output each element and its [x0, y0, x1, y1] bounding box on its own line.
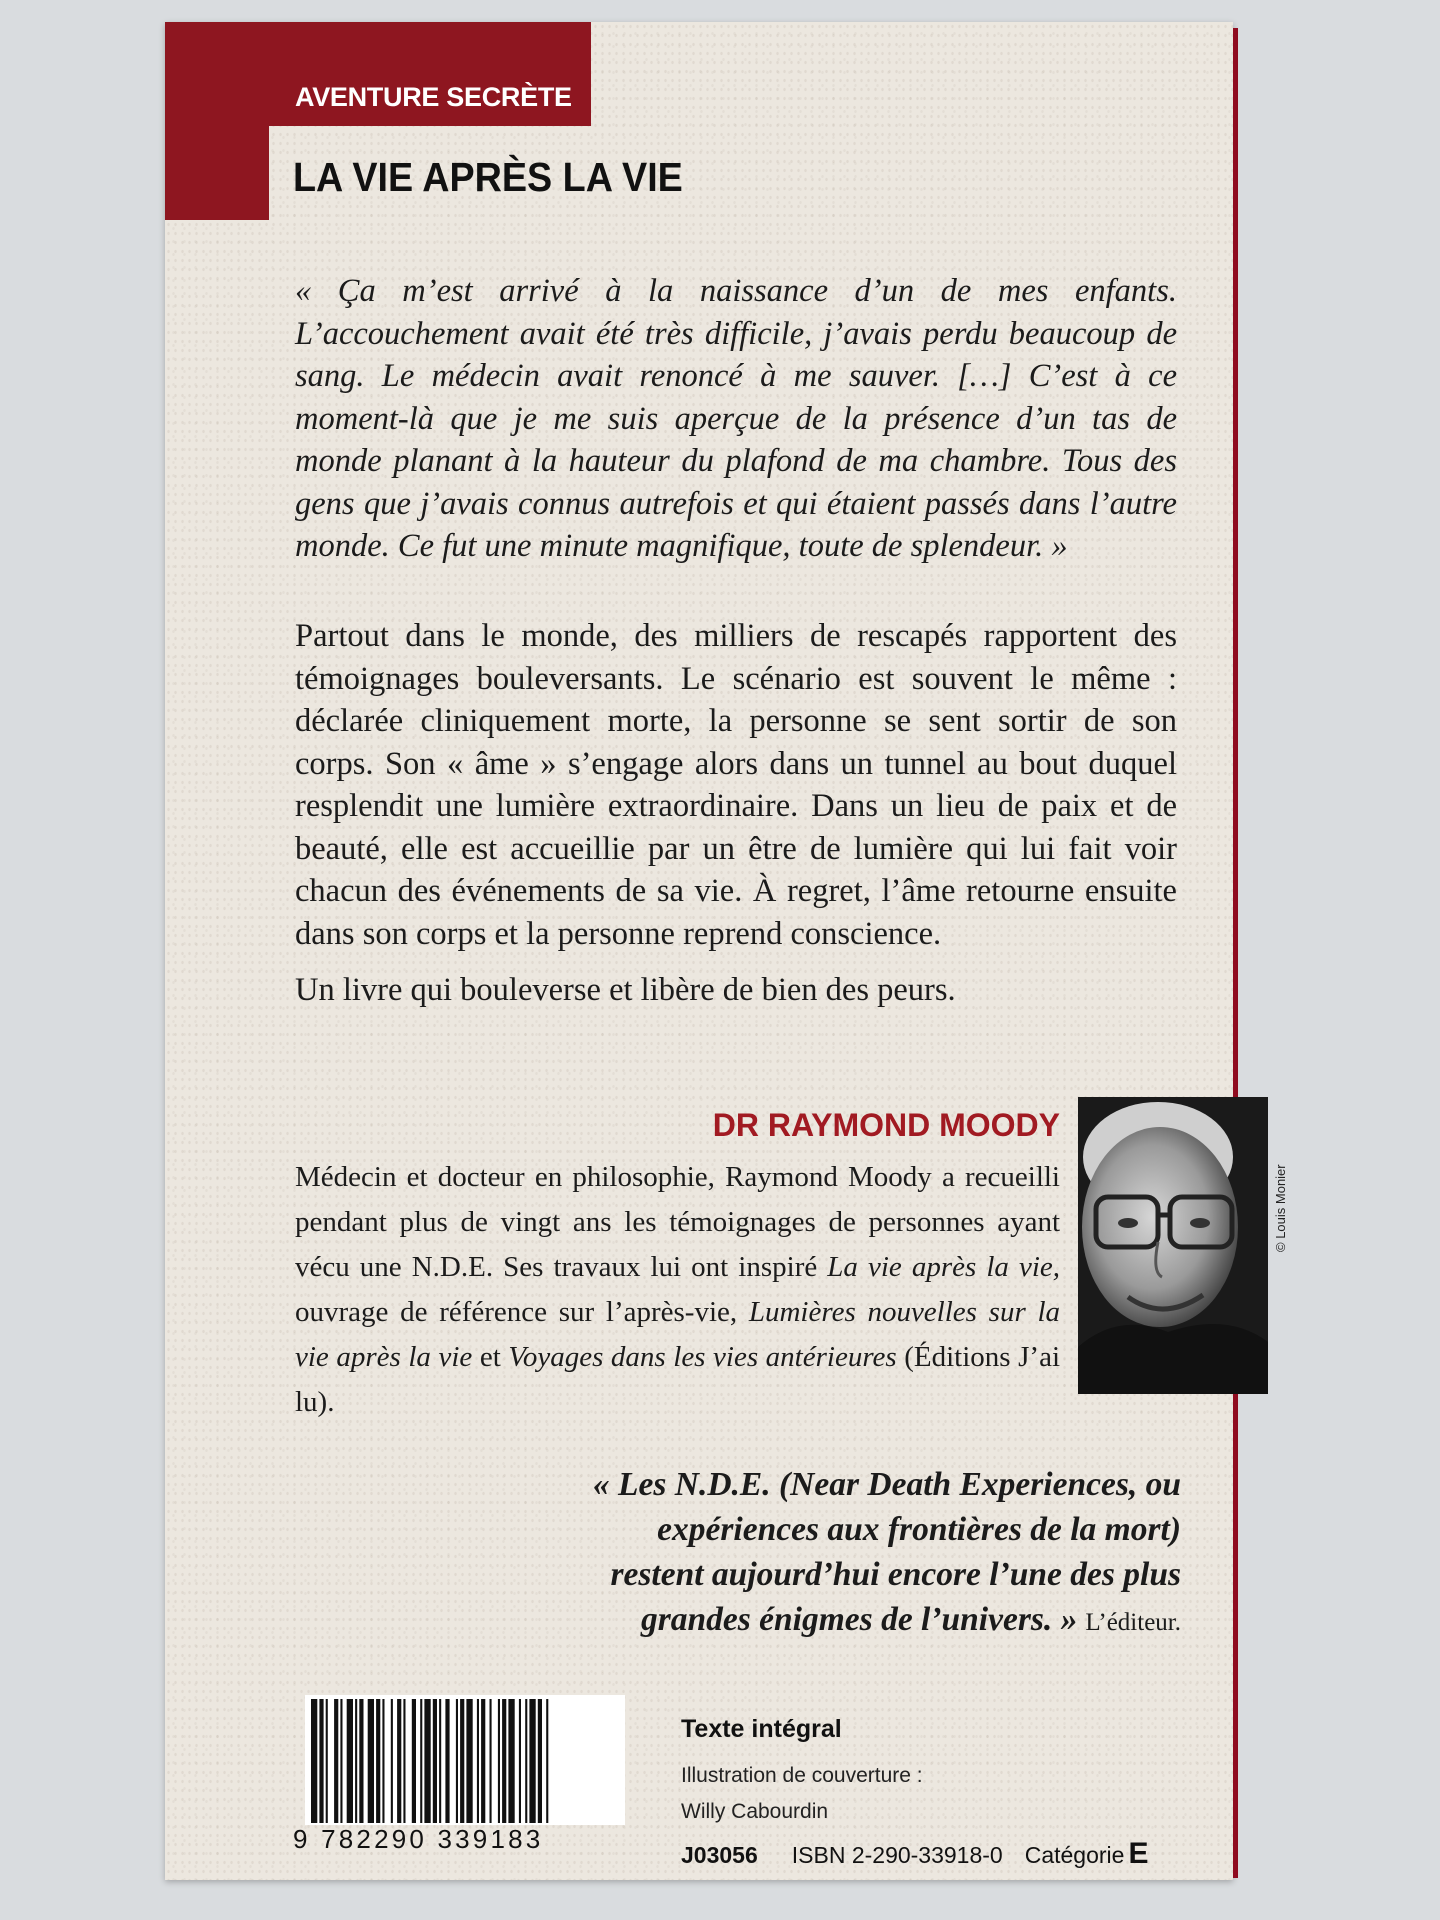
book-reference: La vie après la vie, — [827, 1251, 1060, 1283]
category-value: E — [1128, 1837, 1149, 1870]
barcode-bar — [397, 1699, 401, 1823]
publisher-quote-line: « Les N.D.E. (Near Death Experiences, ou — [592, 1466, 1181, 1503]
book-back-cover — [165, 22, 1288, 1880]
barcode-bar — [359, 1699, 363, 1823]
barcode-bar — [368, 1699, 374, 1823]
barcode-bars — [305, 1695, 625, 1825]
edition-label: Texte intégral — [681, 1715, 842, 1743]
barcode-bar — [420, 1699, 422, 1823]
barcode-bar — [412, 1699, 416, 1823]
category-label: Catégorie — [1024, 1842, 1125, 1868]
barcode-bar — [382, 1699, 384, 1823]
illustrator-name: Willy Cabourdin — [681, 1800, 829, 1823]
barcode-bar — [466, 1699, 472, 1823]
barcode-bar — [391, 1699, 393, 1823]
barcode-bar — [502, 1699, 506, 1823]
author-portrait — [1078, 1097, 1268, 1394]
illustration-label: Illustration de couverture : — [681, 1764, 923, 1787]
publication-info — [681, 1837, 1148, 1871]
author-bio-text: Médecin et docteur en philosophie, Raymond Moody a recueilli pendant plus de vingt ans les témoignages de personnes ayant vécu une N.D.E. Ses travaux lui ont inspiré — [295, 1161, 1060, 1283]
photo-credit: © Louis Monier — [1273, 1164, 1288, 1252]
barcode-bar — [424, 1699, 430, 1823]
reference-code: J03056 — [681, 1842, 758, 1868]
barcode-bar — [508, 1699, 514, 1823]
author-bio — [295, 1155, 1060, 1425]
description — [295, 615, 1177, 1026]
barcode-bar — [340, 1699, 342, 1823]
barcode-bar — [376, 1699, 380, 1823]
barcode-bar — [525, 1699, 527, 1823]
barcode-bar — [433, 1699, 437, 1823]
barcode-bar — [347, 1699, 353, 1823]
barcode-bar — [355, 1699, 357, 1823]
barcode-bar — [319, 1699, 323, 1823]
book-reference: Lumières nouvelles sur la vie après la vie — [295, 1296, 1061, 1373]
author-name: DR RAYMOND MOODY — [712, 1107, 1060, 1143]
barcode-bar — [326, 1699, 328, 1823]
publisher-quote-line: grandes énigmes de l’univers. » — [640, 1601, 1078, 1638]
author-bio-text: (Éditions J’ai lu). — [295, 1341, 1061, 1418]
barcode-bar — [439, 1699, 441, 1823]
publisher-quote-line: expériences aux frontières de la mort) — [657, 1511, 1181, 1548]
publisher-quote-line: restent aujourd’hui encore l’une des plus — [610, 1556, 1181, 1593]
barcode-bar — [546, 1699, 548, 1823]
barcode-bar — [445, 1699, 449, 1823]
collection-label: AVENTURE SECRÈTE — [295, 82, 572, 112]
barcode-bar — [498, 1699, 500, 1823]
barcode — [305, 1695, 625, 1825]
barcode-bar — [519, 1699, 521, 1823]
barcode-bar — [481, 1699, 485, 1823]
collection-banner-tab — [165, 126, 269, 220]
barcode-bar — [538, 1699, 542, 1823]
barcode-bar — [456, 1699, 458, 1823]
author-portrait-illustration — [1078, 1097, 1268, 1394]
isbn: ISBN 2-290-33918-0 — [791, 1842, 1003, 1868]
description-paragraph: Partout dans le monde, des milliers de rescapés rapportent des témoignages bouleversants. Le scénario est souvent le même : déclarée cliniquement morte, la personne se sent sortir de son corps. Son « âme » s’engage alors dans un tunnel au bout duquel resplendit une lumière extraordinaire. Dans un lieu de paix et de beauté, elle est accueillie par un être de lumière qui lui fait voir chacun des événements de sa vie. À regret, l’âme retourne ensuite dans son corps et la personne reprend conscience. — [295, 618, 1177, 952]
book-reference: Voyages dans les vies antérieures — [508, 1341, 897, 1373]
author-bio-text: et — [472, 1341, 509, 1373]
barcode-bar — [529, 1699, 535, 1823]
barcode-number: 9 782290 339183 — [293, 1824, 544, 1854]
publisher-signature: L’éditeur. — [1085, 1609, 1181, 1636]
author-bio-text: ouvrage de référence sur l’après-vie, — [295, 1296, 749, 1328]
barcode-bar — [334, 1699, 338, 1823]
book-title: LA VIE APRÈS LA VIE — [293, 154, 683, 200]
tagline: Un livre qui bouleverse et libère de bien des peurs. — [295, 972, 956, 1008]
publisher-quote — [295, 1462, 1181, 1645]
barcode-bar — [311, 1699, 317, 1823]
barcode-bar — [490, 1699, 492, 1823]
barcode-bar — [477, 1699, 479, 1823]
barcode-bar — [460, 1699, 464, 1823]
publisher-quote-last-line — [295, 1597, 1181, 1645]
barcode-bar — [403, 1699, 405, 1823]
testimony-quote: « Ça m’est arrivé à la naissance d’un de mes enfants. L’accouchement avait été très difficile, j’avais perdu beaucoup de sang. Le médecin avait renoncé à me sauver. […] C’est à ce moment-là que je me suis aperçue de la présence d’un tas de monde planant à la hauteur du plafond de ma chambre. Tous des gens que j’avais connus autrefois et qui étaient passés dans l’autre monde. Ce fut une minute magnifique, toute de splendeur. » — [295, 273, 1177, 564]
